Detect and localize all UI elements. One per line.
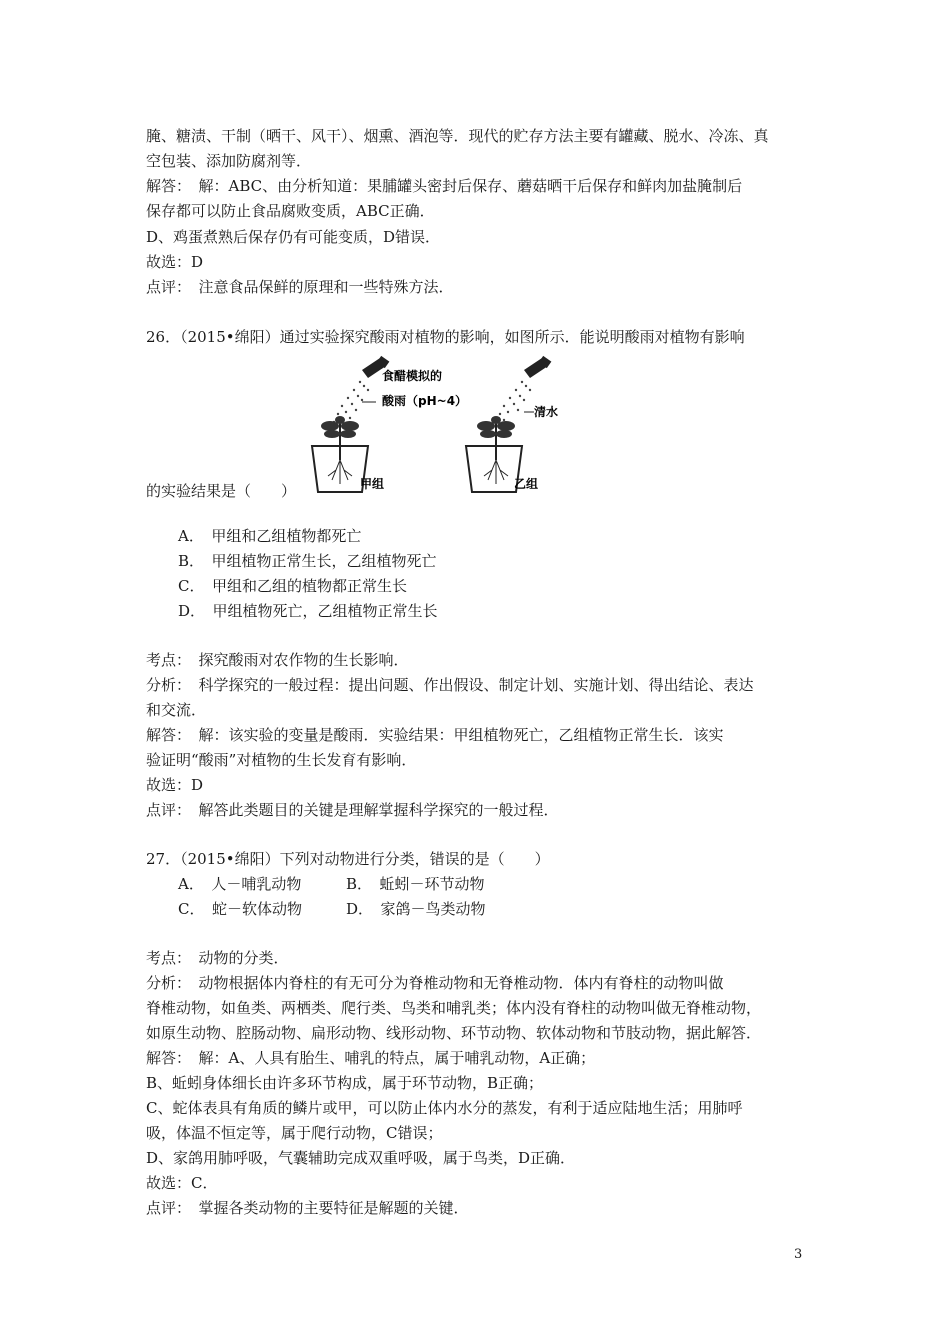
acid-rain-experiment-figure <box>300 350 560 500</box>
text-line: 分析： 科学探究的一般过程：提出问题、作出假设、制定计划、实施计划、得出结论、表达 <box>146 676 754 694</box>
q27-option-d: D． 家鸽－鸟类动物 <box>346 900 486 918</box>
text-line: 点评： 注意食品保鲜的原理和一些特殊方法． <box>146 278 454 296</box>
figure-label-acid-1: 食醋模拟的 <box>382 369 443 383</box>
text-line: 脊椎动物，如鱼类、两栖类、爬行类、鸟类和哺乳类；体内没有脊柱的动物叫做无脊椎动物， <box>146 999 762 1017</box>
q27-option-c: C． 蛇－软体动物 <box>178 900 302 918</box>
q26-option-a: A． 甲组和乙组植物都死亡 <box>178 527 362 545</box>
text-line: 吸，体温不恒定等，属于爬行动物，C错误； <box>146 1124 443 1142</box>
figure-label-acid-2: 酸雨（pH~4） <box>382 394 468 408</box>
text-line: 分析： 动物根据体内脊柱的有无可分为脊椎动物和无脊椎动物．体内有脊柱的动物叫做 <box>146 974 724 992</box>
figure-label-water: 清水 <box>534 405 559 419</box>
text-line: 点评： 解答此类题目的关键是理解掌握科学探究的一般过程． <box>146 801 559 819</box>
figure-label-group-b: 乙组 <box>514 477 539 491</box>
text-line: 点评： 掌握各类动物的主要特征是解题的关键． <box>146 1199 469 1217</box>
text-line: D、家鸽用肺呼吸，气囊辅助完成双重呼吸，属于鸟类，D正确． <box>146 1149 576 1167</box>
text-line: 和交流． <box>146 701 207 719</box>
q26-option-c: C． 甲组和乙组的植物都正常生长 <box>178 577 407 595</box>
text-line: D、鸡蛋煮熟后保存仍有可能变质，D错误． <box>146 228 441 246</box>
text-line: 故选：D <box>146 253 204 271</box>
question-26-stem: 26．（2015•绵阳）通过实验探究酸雨对植物的影响，如图所示．能说明酸雨对植物有影响 <box>146 328 745 346</box>
q26-option-d: D． 甲组植物死亡，乙组植物正常生长 <box>178 602 438 620</box>
text-line: 故选：D <box>146 776 204 794</box>
text-line: 空包装、添加防腐剂等． <box>146 152 312 170</box>
text-line: 考点： 动物的分类． <box>146 949 289 967</box>
figure-label-group-a: 甲组 <box>360 477 385 491</box>
q27-option-b: B． 蚯蚓－环节动物 <box>346 875 485 893</box>
question-26-stem-cont: 的实验结果是（ ） <box>146 482 297 500</box>
text-line: 验证明“酸雨”对植物的生长发育有影响． <box>146 751 417 769</box>
q27-option-a: A． 人－哺乳动物 <box>178 875 302 893</box>
text-line: 解答： 解：A、人具有胎生、哺乳的特点，属于哺乳动物，A正确； <box>146 1049 596 1067</box>
text-line: 故选：C． <box>146 1174 218 1192</box>
text-line: 腌、糖渍、干制（晒干、风干）、烟熏、酒泡等．现代的贮存方法主要有罐藏、脱水、冷冻、真 <box>146 127 769 145</box>
text-line: 解答： 解：该实验的变量是酸雨．实验结果：甲组植物死亡，乙组植物正常生长．该实 <box>146 726 724 744</box>
plant-icon <box>477 416 515 484</box>
question-27-stem: 27．（2015•绵阳）下列对动物进行分类，错误的是（ ） <box>146 850 550 868</box>
q26-option-b: B． 甲组植物正常生长，乙组植物死亡 <box>178 552 437 570</box>
text-line: 考点： 探究酸雨对农作物的生长影响． <box>146 651 409 669</box>
text-line: B、蚯蚓身体细长由许多环节构成，属于环节动物，B正确； <box>146 1074 544 1092</box>
text-line: 保存都可以防止食品腐败变质，ABC正确． <box>146 202 435 220</box>
watering-can-icon <box>524 356 551 378</box>
page-number: 3 <box>794 1247 803 1262</box>
text-line: 如原生动物、腔肠动物、扁形动物、线形动物、环节动物、软体动物和节肢动物，据此解答． <box>146 1024 762 1042</box>
text-line: C、蛇体表具有角质的鳞片或甲，可以防止体内水分的蒸发，有利于适应陆地生活；用肺呼 <box>146 1099 743 1117</box>
text-line: 解答： 解：ABC、由分析知道：果脯罐头密封后保存、蘑菇晒干后保存和鲜肉加盐腌制后 <box>146 177 743 195</box>
plant-icon <box>321 416 359 484</box>
